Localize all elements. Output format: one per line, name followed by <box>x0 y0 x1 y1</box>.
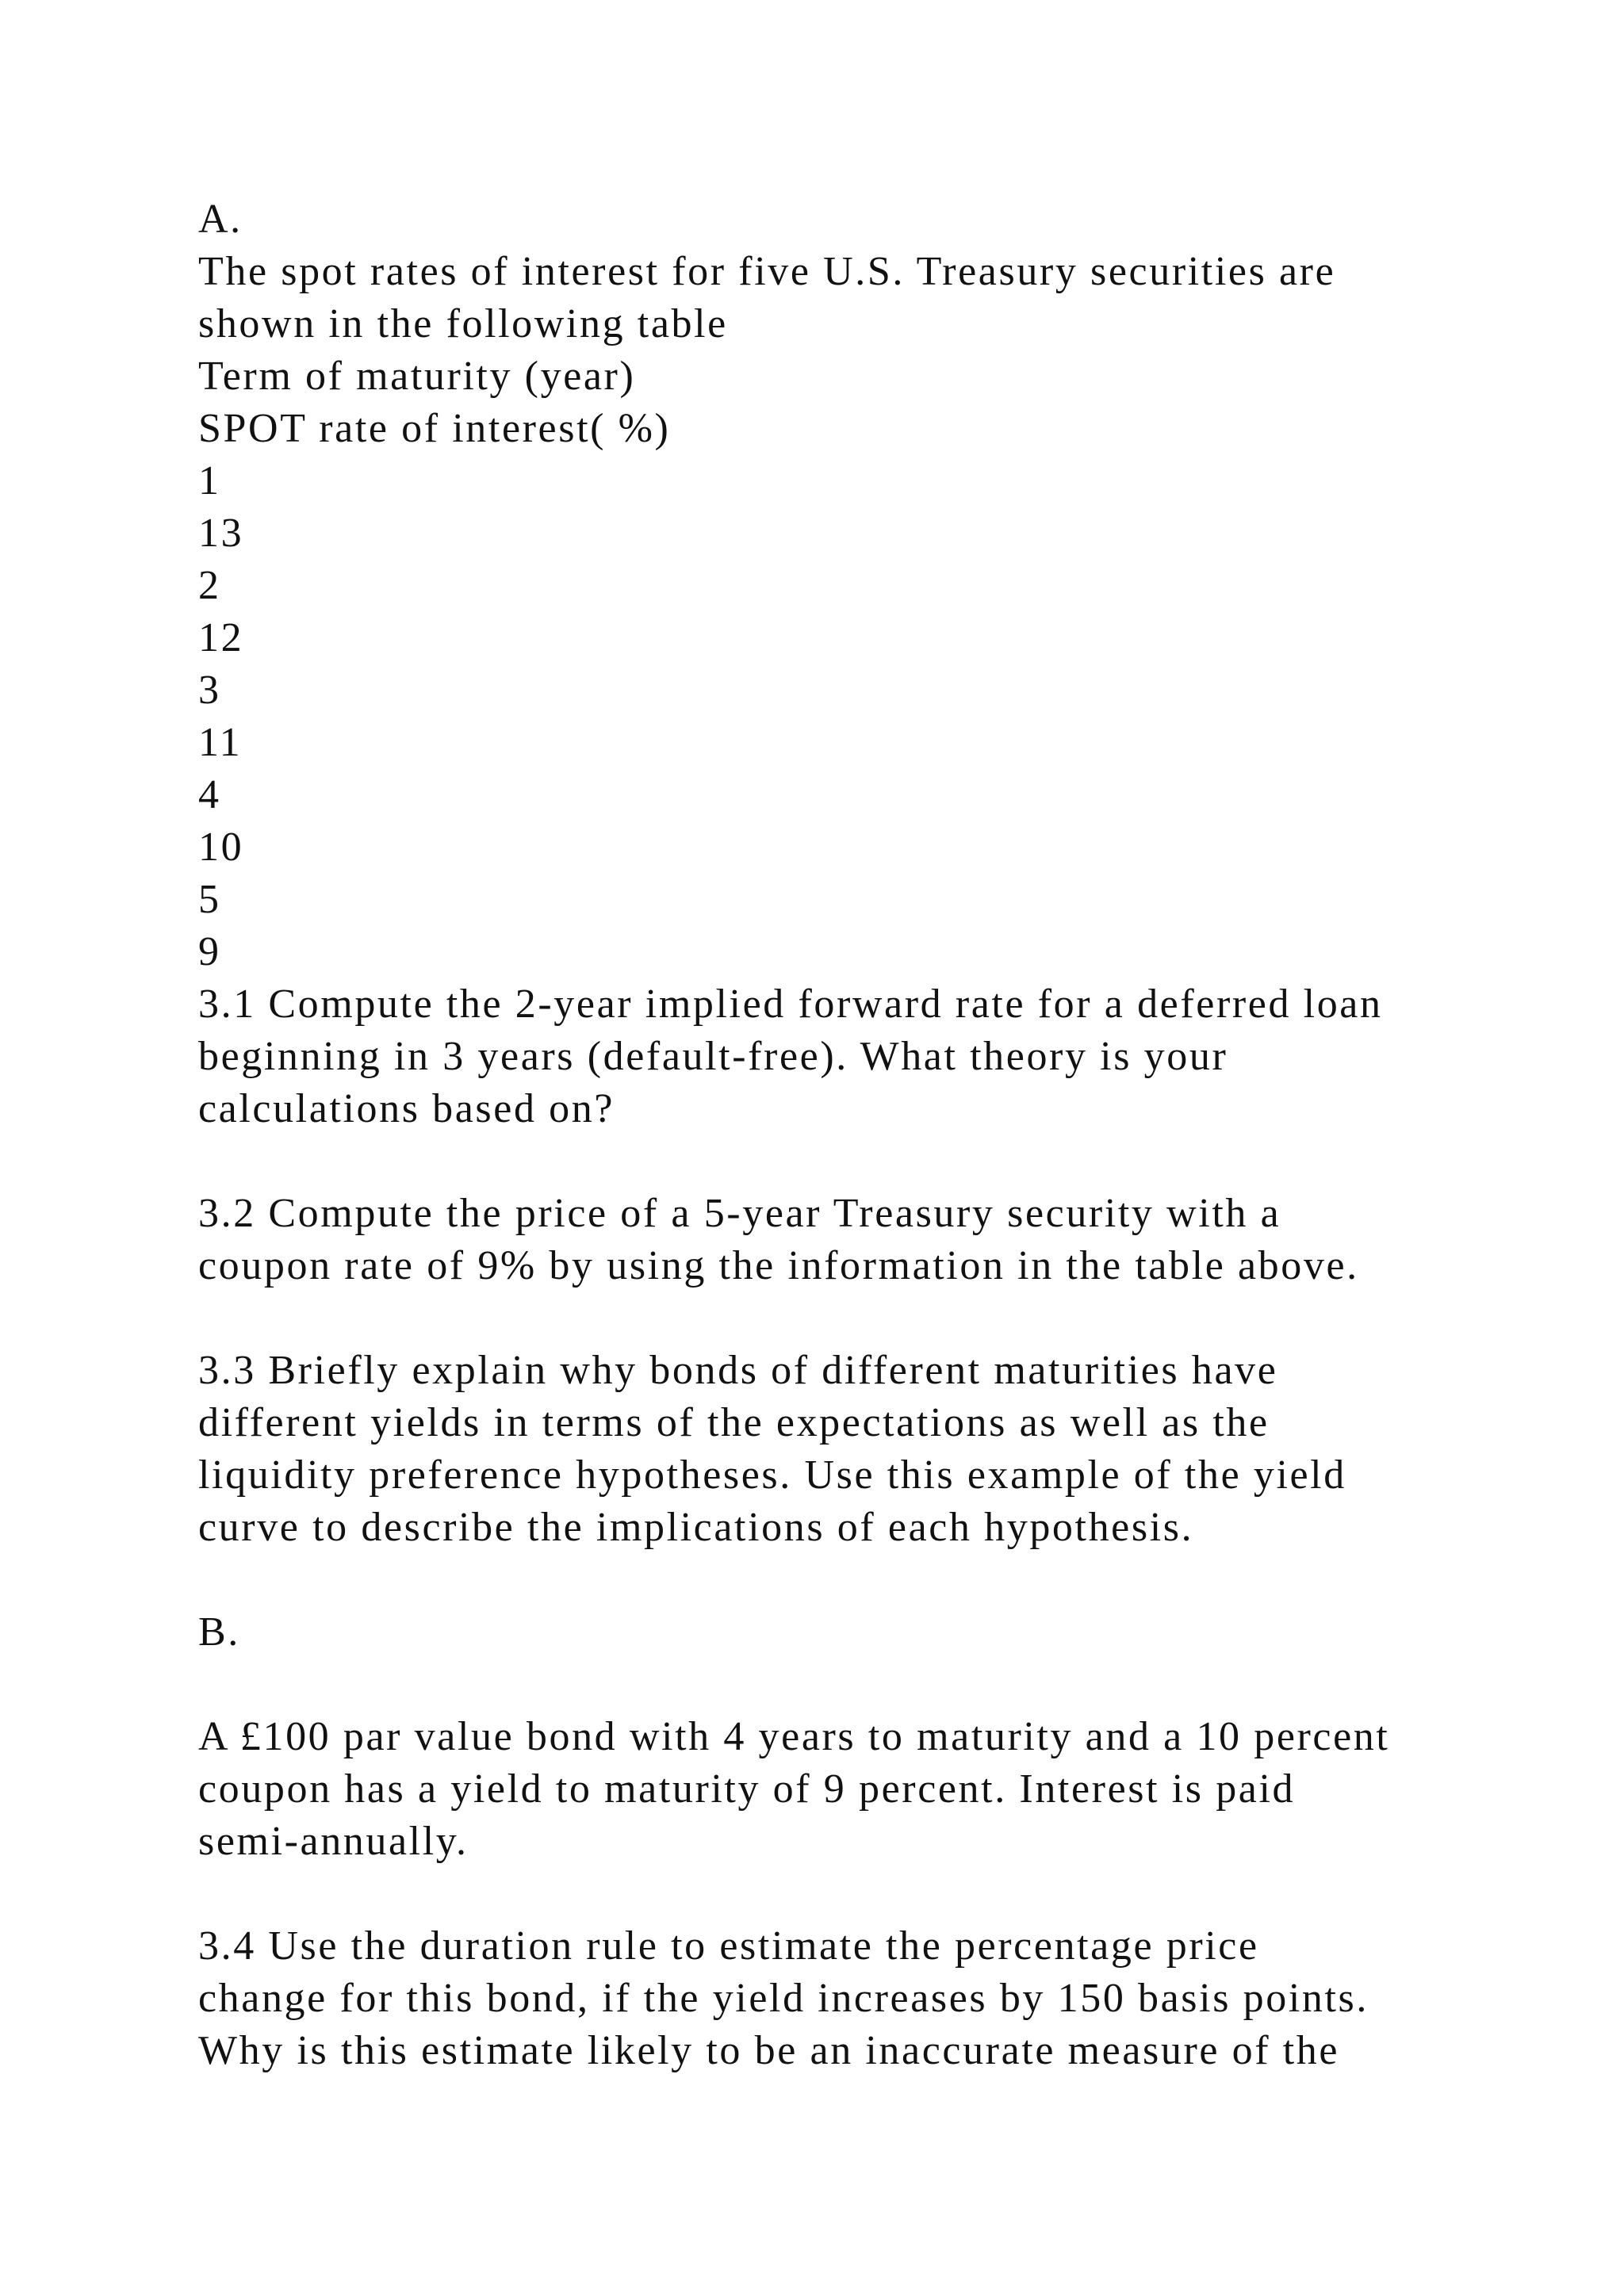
question-3-4 <box>198 1920 1530 2077</box>
table-cell: 5 <box>198 877 221 922</box>
table-cell: 11 <box>198 720 243 765</box>
question-line: calculations based on? <box>198 1086 615 1131</box>
table-cell: 4 <box>198 772 221 817</box>
question-3-1 <box>198 978 1530 1135</box>
table-cell: 10 <box>198 825 244 870</box>
question-line: 3.1 Compute the 2-year implied forward rate for a deferred loan <box>198 982 1383 1027</box>
intro-line: coupon has a yield to maturity of 9 percent. Interest is paid <box>198 1766 1296 1812</box>
document-page <box>198 193 1530 2077</box>
paragraph-gap <box>198 1292 1530 1345</box>
question-line: beginning in 3 years (default-free). What theory is your <box>198 1034 1228 1079</box>
paragraph-gap <box>198 1554 1530 1606</box>
table-cell: 2 <box>198 563 221 608</box>
question-line: 3.4 Use the duration rule to estimate the percentage price <box>198 1923 1259 1969</box>
intro-line: shown in the following table <box>198 301 728 346</box>
section-a-heading: A. <box>198 197 243 242</box>
table-header-spot-rate: SPOT rate of interest( %) <box>198 406 671 451</box>
question-3-2 <box>198 1188 1530 1292</box>
question-line: Why is this estimate likely to be an inaccurate measure of the <box>198 2028 1340 2073</box>
table-header-term: Term of maturity (year) <box>198 354 636 399</box>
section-b-intro <box>198 1711 1530 1868</box>
question-line: curve to describe the implications of each hypothesis. <box>198 1505 1194 1550</box>
question-line: liquidity preference hypotheses. Use this example of the yield <box>198 1452 1346 1498</box>
paragraph-gap <box>198 1135 1530 1188</box>
table-cell: 13 <box>198 511 244 556</box>
section-b-heading: B. <box>198 1609 240 1655</box>
table-cell: 9 <box>198 929 221 974</box>
table-cell: 12 <box>198 615 244 660</box>
table-cell: 3 <box>198 668 221 713</box>
question-3-3 <box>198 1345 1530 1554</box>
spot-rate-table <box>198 350 1530 978</box>
section-a-intro <box>198 246 1530 350</box>
question-line: different yields in terms of the expectations as well as the <box>198 1400 1270 1445</box>
paragraph-gap <box>198 1659 1530 1711</box>
question-line: 3.3 Briefly explain why bonds of different maturities have <box>198 1348 1278 1393</box>
question-line: change for this bond, if the yield increases by 150 basis points. <box>198 1976 1369 2021</box>
paragraph-gap <box>198 1868 1530 1920</box>
question-line: 3.2 Compute the price of a 5-year Treasury security with a <box>198 1191 1281 1236</box>
intro-line: semi-annually. <box>198 1819 469 1864</box>
question-line: coupon rate of 9% by using the information in the table above. <box>198 1243 1359 1288</box>
intro-line: The spot rates of interest for five U.S. Treasury securities are <box>198 249 1336 294</box>
table-cell: 1 <box>198 458 221 503</box>
intro-line: A £100 par value bond with 4 years to maturity and a 10 percent <box>198 1714 1390 1759</box>
